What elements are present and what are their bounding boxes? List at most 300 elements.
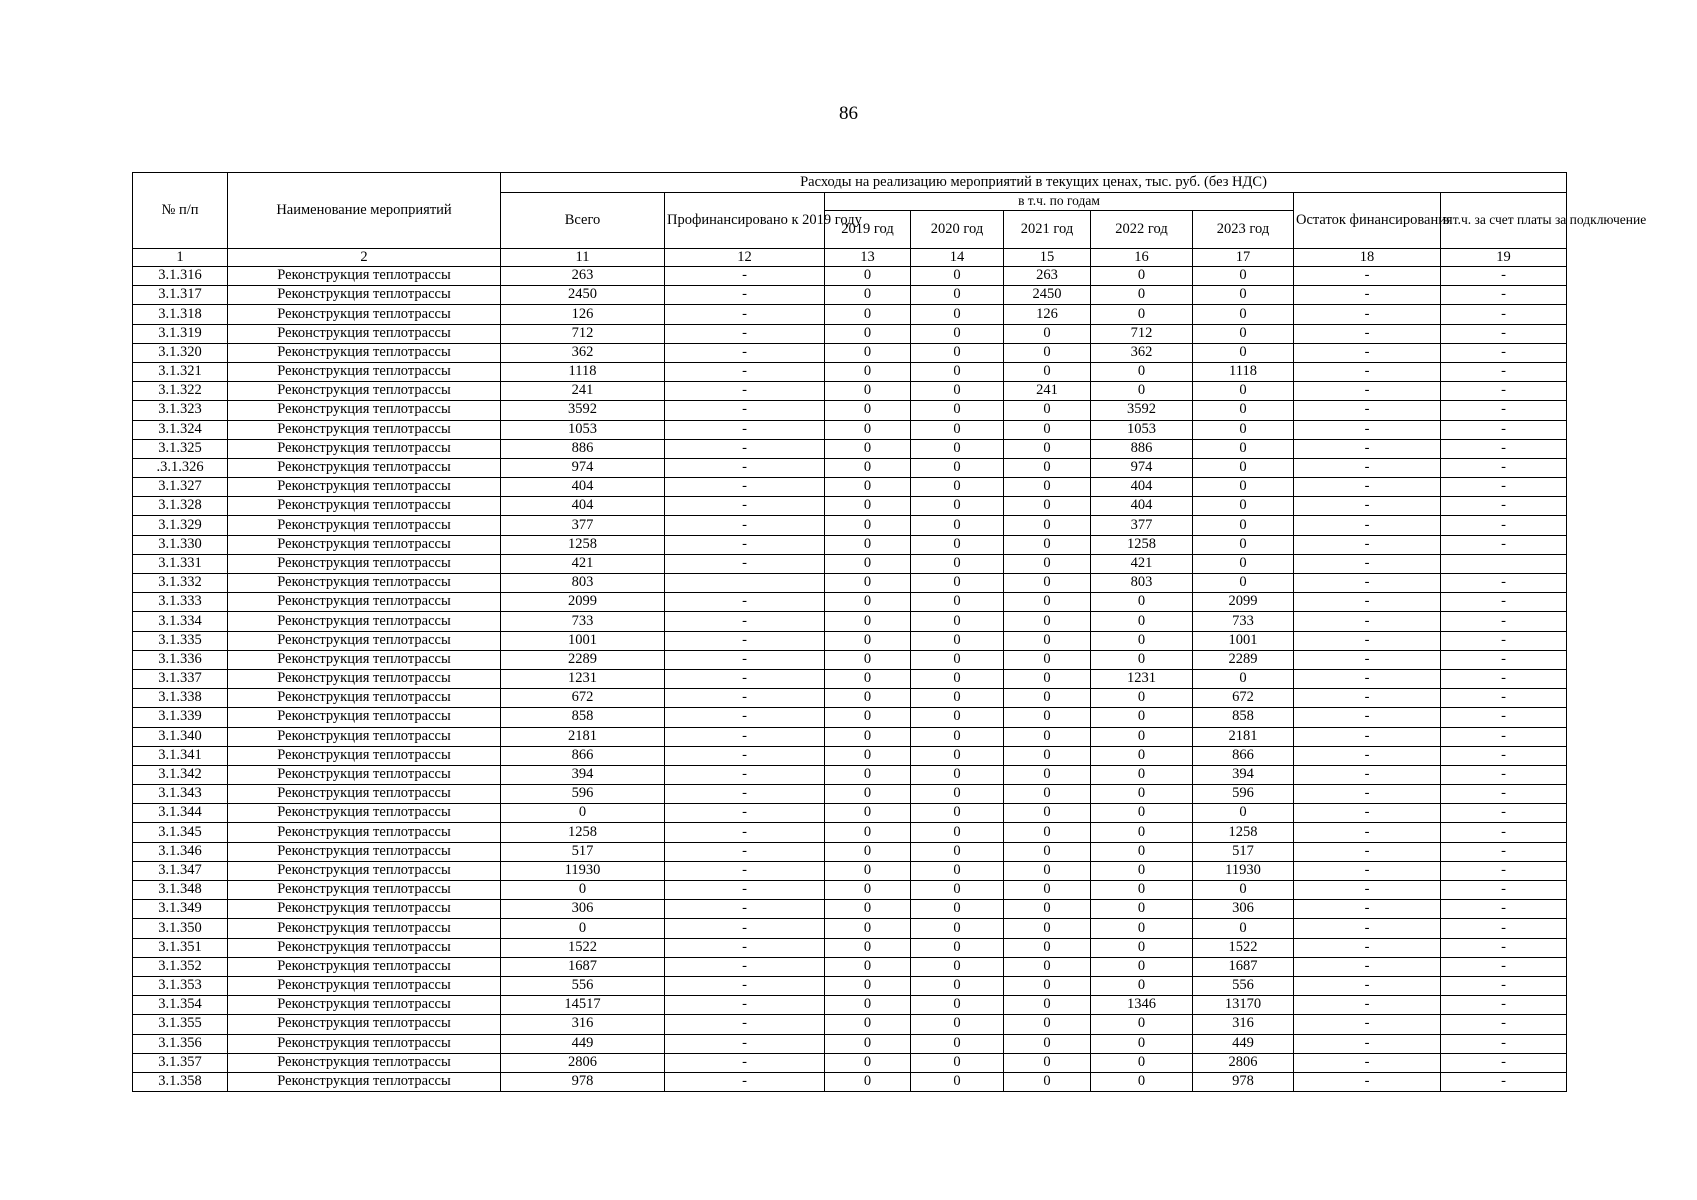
table-cell: - bbox=[1441, 919, 1567, 938]
table-cell: - bbox=[1294, 804, 1441, 823]
table-cell: - bbox=[1294, 785, 1441, 804]
table-cell: - bbox=[665, 593, 825, 612]
table-cell: 0 bbox=[825, 593, 911, 612]
table-cell: 0 bbox=[1091, 650, 1193, 669]
table-cell: 0 bbox=[825, 957, 911, 976]
table-row bbox=[133, 343, 1567, 362]
table-cell: 1001 bbox=[1193, 631, 1294, 650]
table-cell: - bbox=[1294, 1072, 1441, 1091]
table-cell: 394 bbox=[1193, 765, 1294, 784]
table-row bbox=[133, 286, 1567, 305]
table-cell: 0 bbox=[1091, 938, 1193, 957]
table-cell: 886 bbox=[501, 439, 665, 458]
table-row bbox=[133, 785, 1567, 804]
table-cell: 3.1.321 bbox=[133, 362, 228, 381]
table-cell: 0 bbox=[911, 382, 1004, 401]
table-cell: - bbox=[1294, 996, 1441, 1015]
table-row bbox=[133, 669, 1567, 688]
table-cell: 0 bbox=[1193, 478, 1294, 497]
table-cell: 394 bbox=[501, 765, 665, 784]
table-cell: Реконструкция теплотрассы bbox=[228, 305, 501, 324]
table-row bbox=[133, 324, 1567, 343]
table-cell: Реконструкция теплотрассы bbox=[228, 382, 501, 401]
table-cell: Реконструкция теплотрассы bbox=[228, 919, 501, 938]
table-cell: 0 bbox=[911, 554, 1004, 573]
table-cell: Реконструкция теплотрассы bbox=[228, 574, 501, 593]
table-cell: 978 bbox=[1193, 1072, 1294, 1091]
table-cell: 0 bbox=[1091, 804, 1193, 823]
table-row bbox=[133, 1034, 1567, 1053]
table-cell: - bbox=[1294, 343, 1441, 362]
table-cell: - bbox=[1441, 996, 1567, 1015]
table-cell: Реконструкция теплотрассы bbox=[228, 785, 501, 804]
table-row bbox=[133, 382, 1567, 401]
table-cell: 0 bbox=[1004, 976, 1091, 995]
table-cell: - bbox=[1441, 650, 1567, 669]
table-cell: 0 bbox=[825, 535, 911, 554]
table-cell: 3.1.343 bbox=[133, 785, 228, 804]
table-cell: 3.1.323 bbox=[133, 401, 228, 420]
table-cell: 0 bbox=[1004, 401, 1091, 420]
table-cell: 0 bbox=[825, 478, 911, 497]
table-cell: - bbox=[1441, 804, 1567, 823]
table-cell: 3.1.348 bbox=[133, 881, 228, 900]
table-cell: 0 bbox=[1091, 362, 1193, 381]
table-cell: Реконструкция теплотрассы bbox=[228, 1053, 501, 1072]
header-2023: 2023 год bbox=[1193, 211, 1294, 249]
table-cell: 0 bbox=[825, 689, 911, 708]
table-cell: - bbox=[1294, 976, 1441, 995]
table-cell: 2181 bbox=[501, 727, 665, 746]
header-2019: 2019 год bbox=[825, 211, 911, 249]
table-cell: 0 bbox=[825, 842, 911, 861]
table-cell: 404 bbox=[1091, 497, 1193, 516]
table-cell: 0 bbox=[825, 401, 911, 420]
table-cell: 3.1.341 bbox=[133, 746, 228, 765]
table-cell: - bbox=[1441, 382, 1567, 401]
table-cell: 0 bbox=[1193, 516, 1294, 535]
table-cell: - bbox=[665, 842, 825, 861]
table-cell: 0 bbox=[911, 1015, 1004, 1034]
table-cell: - bbox=[1441, 1015, 1567, 1034]
table-cell: - bbox=[665, 976, 825, 995]
header-2022: 2022 год bbox=[1091, 211, 1193, 249]
table-cell: - bbox=[1441, 631, 1567, 650]
table-cell: - bbox=[1441, 1034, 1567, 1053]
table-cell: 1231 bbox=[1091, 669, 1193, 688]
table-cell: Реконструкция теплотрассы bbox=[228, 535, 501, 554]
table-cell: - bbox=[1294, 689, 1441, 708]
table-cell: 0 bbox=[1193, 554, 1294, 573]
table-cell: 126 bbox=[501, 305, 665, 324]
table-cell: 0 bbox=[911, 881, 1004, 900]
table-row bbox=[133, 823, 1567, 842]
table-cell: Реконструкция теплотрассы bbox=[228, 669, 501, 688]
table-cell: 404 bbox=[501, 497, 665, 516]
table-cell: 0 bbox=[825, 458, 911, 477]
table-cell: - bbox=[1441, 362, 1567, 381]
table-cell: Реконструкция теплотрассы bbox=[228, 804, 501, 823]
table-row bbox=[133, 631, 1567, 650]
table-cell: 0 bbox=[911, 900, 1004, 919]
table-cell: 0 bbox=[825, 881, 911, 900]
table-cell: 3.1.336 bbox=[133, 650, 228, 669]
table-cell: 0 bbox=[1193, 919, 1294, 938]
table-cell bbox=[665, 574, 825, 593]
table-row bbox=[133, 1053, 1567, 1072]
table-cell: 866 bbox=[1193, 746, 1294, 765]
table-cell: 2289 bbox=[501, 650, 665, 669]
table-cell: 886 bbox=[1091, 439, 1193, 458]
table-cell: - bbox=[1294, 765, 1441, 784]
table-cell: 404 bbox=[1091, 478, 1193, 497]
table-cell: 0 bbox=[911, 458, 1004, 477]
table-cell: 3.1.332 bbox=[133, 574, 228, 593]
table-row bbox=[133, 727, 1567, 746]
table-cell: 449 bbox=[501, 1034, 665, 1053]
table-cell: 0 bbox=[911, 420, 1004, 439]
table-cell: 556 bbox=[1193, 976, 1294, 995]
table-cell: - bbox=[665, 267, 825, 286]
table-cell: - bbox=[665, 881, 825, 900]
table-row bbox=[133, 861, 1567, 880]
table-cell: - bbox=[1294, 842, 1441, 861]
table-cell: - bbox=[1441, 708, 1567, 727]
table-cell: 0 bbox=[1004, 497, 1091, 516]
table-cell: 0 bbox=[1091, 900, 1193, 919]
table-cell: 0 bbox=[1091, 785, 1193, 804]
table-cell: - bbox=[665, 516, 825, 535]
table-cell: - bbox=[1294, 286, 1441, 305]
table-cell: 0 bbox=[1004, 516, 1091, 535]
table-cell: 0 bbox=[1193, 439, 1294, 458]
table-cell: - bbox=[1294, 746, 1441, 765]
table-cell: - bbox=[665, 708, 825, 727]
table-cell: 1053 bbox=[1091, 420, 1193, 439]
table-cell: 263 bbox=[1004, 267, 1091, 286]
table-cell: 0 bbox=[1004, 420, 1091, 439]
table-cell: 974 bbox=[1091, 458, 1193, 477]
table-cell: 3.1.328 bbox=[133, 497, 228, 516]
table-cell: - bbox=[665, 362, 825, 381]
table-cell: - bbox=[1441, 1053, 1567, 1072]
table-cell: Реконструкция теплотрассы bbox=[228, 823, 501, 842]
table-cell: - bbox=[1294, 938, 1441, 957]
header-2020: 2020 год bbox=[911, 211, 1004, 249]
table-cell: 0 bbox=[825, 823, 911, 842]
table-cell: - bbox=[665, 765, 825, 784]
table-cell: Реконструкция теплотрассы bbox=[228, 1034, 501, 1053]
table-cell: - bbox=[1294, 420, 1441, 439]
table-cell: 0 bbox=[825, 631, 911, 650]
table-cell: 0 bbox=[825, 267, 911, 286]
table-cell: - bbox=[1294, 669, 1441, 688]
table-cell: 0 bbox=[911, 804, 1004, 823]
table-cell: Реконструкция теплотрассы bbox=[228, 458, 501, 477]
table-cell: - bbox=[1441, 1072, 1567, 1091]
table-cell: - bbox=[1441, 286, 1567, 305]
table-cell: - bbox=[665, 996, 825, 1015]
table-cell: Реконструкция теплотрассы bbox=[228, 593, 501, 612]
table-cell: - bbox=[665, 286, 825, 305]
table-cell: - bbox=[1441, 420, 1567, 439]
table-cell: - bbox=[665, 861, 825, 880]
table-cell: Реконструкция теплотрассы bbox=[228, 612, 501, 631]
table-row bbox=[133, 746, 1567, 765]
table-cell: - bbox=[1294, 1015, 1441, 1034]
table-cell: 0 bbox=[1004, 1053, 1091, 1072]
table-cell: 0 bbox=[1004, 343, 1091, 362]
table-cell: 0 bbox=[911, 842, 1004, 861]
table-cell: 0 bbox=[825, 976, 911, 995]
table-cell: - bbox=[665, 305, 825, 324]
table-cell: Реконструкция теплотрассы bbox=[228, 842, 501, 861]
table-cell: 2181 bbox=[1193, 727, 1294, 746]
table-cell: 0 bbox=[911, 612, 1004, 631]
table-cell: Реконструкция теплотрассы bbox=[228, 286, 501, 305]
table-cell: 0 bbox=[1091, 727, 1193, 746]
table-cell: 13170 bbox=[1193, 996, 1294, 1015]
table-cell: 3.1.349 bbox=[133, 900, 228, 919]
table-cell: 0 bbox=[1091, 612, 1193, 631]
table-cell: 974 bbox=[501, 458, 665, 477]
table-cell: 3.1.358 bbox=[133, 1072, 228, 1091]
table-cell: 3.1.333 bbox=[133, 593, 228, 612]
table-cell: 0 bbox=[1193, 420, 1294, 439]
table-cell: 1258 bbox=[501, 823, 665, 842]
table-cell: 0 bbox=[1004, 612, 1091, 631]
table-cell: 3.1.355 bbox=[133, 1015, 228, 1034]
column-number-cell: 2 bbox=[228, 249, 501, 267]
table-cell: 0 bbox=[1004, 1072, 1091, 1091]
table-cell: 0 bbox=[1004, 708, 1091, 727]
table-row bbox=[133, 267, 1567, 286]
table-cell: 3.1.319 bbox=[133, 324, 228, 343]
table-cell: 596 bbox=[1193, 785, 1294, 804]
table-row bbox=[133, 996, 1567, 1015]
table-cell: 0 bbox=[825, 554, 911, 573]
table-cell: Реконструкция теплотрассы bbox=[228, 324, 501, 343]
table-cell: 0 bbox=[911, 401, 1004, 420]
table-cell: 1522 bbox=[501, 938, 665, 957]
table-cell: - bbox=[1294, 900, 1441, 919]
table-cell: 0 bbox=[1004, 689, 1091, 708]
table-cell: Реконструкция теплотрассы bbox=[228, 343, 501, 362]
table-cell: 0 bbox=[1004, 842, 1091, 861]
table-cell: 1053 bbox=[501, 420, 665, 439]
table-cell: - bbox=[665, 420, 825, 439]
table-cell: 0 bbox=[1193, 881, 1294, 900]
table-cell: - bbox=[665, 631, 825, 650]
table-cell: - bbox=[1294, 708, 1441, 727]
header-expenses-title: Расходы на реализацию мероприятий в текущих ценах, тыс. руб. (без НДС) bbox=[501, 173, 1567, 193]
table-cell: - bbox=[1294, 554, 1441, 573]
table-cell: 3.1.344 bbox=[133, 804, 228, 823]
table-cell: - bbox=[1294, 382, 1441, 401]
table-row bbox=[133, 439, 1567, 458]
table-cell: 672 bbox=[1193, 689, 1294, 708]
table-cell: 0 bbox=[825, 612, 911, 631]
table-row bbox=[133, 708, 1567, 727]
table-cell: 0 bbox=[1004, 996, 1091, 1015]
table-cell: 3.1.334 bbox=[133, 612, 228, 631]
table-cell: - bbox=[1294, 881, 1441, 900]
table-row bbox=[133, 804, 1567, 823]
column-number-cell: 1 bbox=[133, 249, 228, 267]
table-cell: 0 bbox=[1091, 881, 1193, 900]
table-cell: 0 bbox=[1004, 669, 1091, 688]
table-cell: 0 bbox=[1091, 305, 1193, 324]
table-cell: 2099 bbox=[501, 593, 665, 612]
table-cell: 3.1.354 bbox=[133, 996, 228, 1015]
table-row bbox=[133, 362, 1567, 381]
table-cell: - bbox=[1441, 689, 1567, 708]
table-cell: 3.1.331 bbox=[133, 554, 228, 573]
table-cell: - bbox=[1441, 574, 1567, 593]
table-row bbox=[133, 574, 1567, 593]
table-row bbox=[133, 497, 1567, 516]
table-cell: 1231 bbox=[501, 669, 665, 688]
table-cell: - bbox=[1441, 842, 1567, 861]
table-cell: 0 bbox=[825, 420, 911, 439]
table-cell: 0 bbox=[1193, 343, 1294, 362]
table-cell: - bbox=[1294, 535, 1441, 554]
table-cell: 2806 bbox=[1193, 1053, 1294, 1072]
table-cell: 0 bbox=[1091, 976, 1193, 995]
table-row bbox=[133, 554, 1567, 573]
table-cell: 0 bbox=[911, 324, 1004, 343]
table-cell: 3.1.320 bbox=[133, 343, 228, 362]
table-cell: Реконструкция теплотрассы bbox=[228, 554, 501, 573]
table-row bbox=[133, 305, 1567, 324]
table-cell: 0 bbox=[911, 823, 1004, 842]
table-cell: - bbox=[665, 785, 825, 804]
table-cell: - bbox=[665, 1015, 825, 1034]
table-cell: 0 bbox=[911, 497, 1004, 516]
table-cell: 404 bbox=[501, 478, 665, 497]
table-cell: 0 bbox=[911, 286, 1004, 305]
table-cell: 556 bbox=[501, 976, 665, 995]
table-cell: 3.1.342 bbox=[133, 765, 228, 784]
table-cell: - bbox=[1294, 919, 1441, 938]
table-cell: 0 bbox=[825, 861, 911, 880]
table-cell: 0 bbox=[1004, 574, 1091, 593]
table-cell: 241 bbox=[1004, 382, 1091, 401]
table-cell: 0 bbox=[1004, 478, 1091, 497]
table-cell: 3.1.352 bbox=[133, 957, 228, 976]
table-cell: 0 bbox=[1004, 823, 1091, 842]
table-cell: 0 bbox=[1091, 593, 1193, 612]
table-cell: - bbox=[1294, 267, 1441, 286]
table-cell: 0 bbox=[1193, 305, 1294, 324]
table-cell: 0 bbox=[1091, 267, 1193, 286]
table-cell: - bbox=[665, 804, 825, 823]
table-cell: - bbox=[665, 900, 825, 919]
table-cell: Реконструкция теплотрассы bbox=[228, 478, 501, 497]
table-cell: 1687 bbox=[501, 957, 665, 976]
column-numbers-row bbox=[133, 249, 1567, 267]
table-cell: 0 bbox=[1004, 765, 1091, 784]
table-cell: - bbox=[1441, 535, 1567, 554]
table-cell: 0 bbox=[1091, 746, 1193, 765]
table-cell: 0 bbox=[1091, 842, 1193, 861]
table-cell: 803 bbox=[501, 574, 665, 593]
table-cell: - bbox=[665, 823, 825, 842]
table-cell: 0 bbox=[825, 785, 911, 804]
table-cell: 0 bbox=[911, 976, 1004, 995]
column-number-cell: 11 bbox=[501, 249, 665, 267]
table-cell: 0 bbox=[911, 439, 1004, 458]
table-cell: - bbox=[1294, 305, 1441, 324]
table-cell: 3.1.340 bbox=[133, 727, 228, 746]
table-cell: 3.1.356 bbox=[133, 1034, 228, 1053]
table-cell: - bbox=[1441, 881, 1567, 900]
table-cell: 377 bbox=[501, 516, 665, 535]
table-cell: - bbox=[665, 401, 825, 420]
table-cell: 0 bbox=[1193, 267, 1294, 286]
table-cell: 2099 bbox=[1193, 593, 1294, 612]
table-cell: - bbox=[1441, 669, 1567, 688]
table-cell: 0 bbox=[825, 938, 911, 957]
table-cell: 3.1.345 bbox=[133, 823, 228, 842]
table-cell: Реконструкция теплотрассы bbox=[228, 650, 501, 669]
table-cell: 0 bbox=[825, 574, 911, 593]
table-cell: 858 bbox=[1193, 708, 1294, 727]
column-number-cell: 12 bbox=[665, 249, 825, 267]
table-cell: Реконструкция теплотрассы bbox=[228, 420, 501, 439]
table-cell: - bbox=[1441, 516, 1567, 535]
table-cell: Реконструкция теплотрассы bbox=[228, 938, 501, 957]
table-cell: 0 bbox=[825, 996, 911, 1015]
table-cell: 3.1.324 bbox=[133, 420, 228, 439]
table-cell: 377 bbox=[1091, 516, 1193, 535]
table-cell: Реконструкция теплотрассы bbox=[228, 1015, 501, 1034]
table-cell: 0 bbox=[911, 593, 1004, 612]
table-cell: 241 bbox=[501, 382, 665, 401]
table-cell: 0 bbox=[825, 439, 911, 458]
table-row bbox=[133, 516, 1567, 535]
table-row bbox=[133, 420, 1567, 439]
table-cell: 672 bbox=[501, 689, 665, 708]
table-cell: - bbox=[1441, 900, 1567, 919]
table-cell: 0 bbox=[1193, 669, 1294, 688]
table-row bbox=[133, 938, 1567, 957]
table-cell: - bbox=[1441, 478, 1567, 497]
table-cell: 0 bbox=[1091, 1072, 1193, 1091]
table-cell: Реконструкция теплотрассы bbox=[228, 497, 501, 516]
table-cell: 316 bbox=[1193, 1015, 1294, 1034]
table-cell: 0 bbox=[911, 631, 1004, 650]
table-cell: 0 bbox=[1004, 1034, 1091, 1053]
table-cell: - bbox=[665, 689, 825, 708]
table-cell: Реконструкция теплотрассы bbox=[228, 976, 501, 995]
table-cell: 0 bbox=[911, 689, 1004, 708]
header-2021: 2021 год bbox=[1004, 211, 1091, 249]
table-row bbox=[133, 1015, 1567, 1034]
table-cell: 0 bbox=[911, 574, 1004, 593]
table-row bbox=[133, 650, 1567, 669]
table-cell: 449 bbox=[1193, 1034, 1294, 1053]
table-cell: 0 bbox=[1091, 823, 1193, 842]
table-cell: 306 bbox=[1193, 900, 1294, 919]
table-row bbox=[133, 612, 1567, 631]
table-cell: 306 bbox=[501, 900, 665, 919]
table-cell: 0 bbox=[1193, 497, 1294, 516]
table-row bbox=[133, 919, 1567, 938]
table-cell: 0 bbox=[1004, 746, 1091, 765]
table-cell: 0 bbox=[911, 478, 1004, 497]
table-cell: 362 bbox=[1091, 343, 1193, 362]
